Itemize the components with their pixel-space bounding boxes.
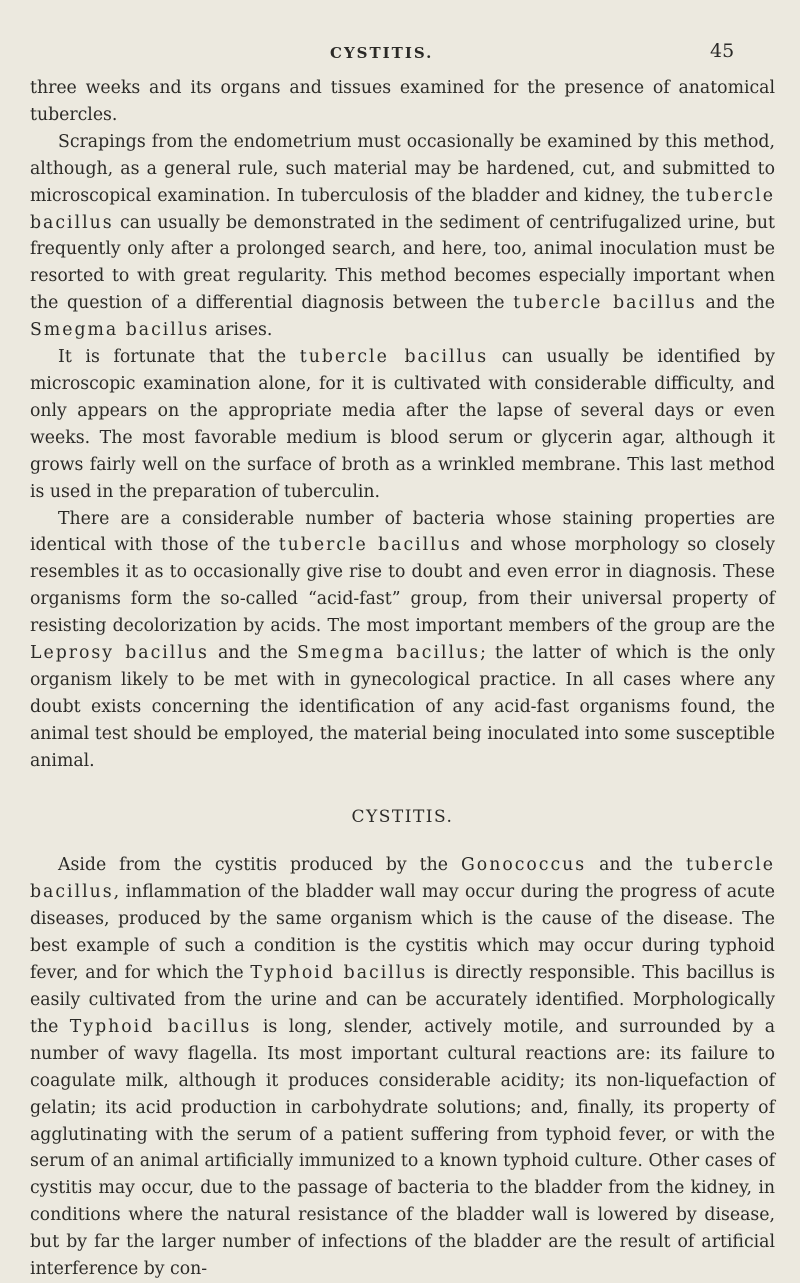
text-run: and whose morphology so closely resembles it as to occasionally give rise to doubt and even error in diagnosis. These organisms form the so-called “acid-fast” group, from their universal property of resisting decolorization by acids. The most important members of the group are the bbox=[30, 535, 775, 637]
body-text bbox=[30, 75, 775, 1283]
paragraphs-top bbox=[30, 75, 775, 775]
text-run: and the bbox=[586, 855, 686, 876]
organism-name: tubercle bacillus bbox=[278, 535, 462, 556]
text-run: Scrapings from the endometrium must occasionally be examined by this method, although, as a general rule, such material may be hardened, cut, and submitted to microscopical examination. In tuberculosis of the bladder and kidney, the bbox=[30, 131, 775, 206]
section-heading: CYSTITIS. bbox=[351, 806, 454, 827]
text-run: Aside from the cystitis produced by the bbox=[58, 855, 461, 876]
organism-name: tubercle bacillus bbox=[30, 185, 775, 233]
organism-name: tubercle bacillus bbox=[513, 293, 697, 314]
running-title: CYSTITIS. bbox=[330, 44, 434, 62]
paragraph-p4 bbox=[30, 506, 775, 775]
organism-name: Smegma bacillus bbox=[30, 320, 210, 341]
organism-name: tubercle bacillus bbox=[30, 855, 775, 903]
organism-name: Typhoid bacillus bbox=[250, 963, 428, 984]
paragraphs-bottom bbox=[30, 852, 775, 1283]
organism-name: Smegma bacillus bbox=[297, 643, 481, 664]
text-run: It is fortunate that the bbox=[58, 347, 300, 368]
text-run: three weeks and its organs and tissues examined for the presence of anatomical tubercles. bbox=[30, 78, 775, 125]
organism-name: Leprosy bacillus bbox=[30, 643, 209, 664]
paragraph-p3 bbox=[30, 344, 775, 505]
organism-name: Typhoid bacillus bbox=[69, 1016, 252, 1037]
text-run: There are a considerable number of bacteria whose staining properties are identical with those of the bbox=[30, 508, 775, 556]
text-run: can usually be demonstrated in the sediment of centrifugalized urine, but frequently only after a prolonged search, and here, too, animal inoculation must be resorted to with great regularity. This method becomes especially important when the question of a differential diagnosis between the bbox=[30, 212, 775, 314]
paragraph-p2 bbox=[30, 129, 775, 344]
text-run: is directly responsible. This bacillus is easily cultivated from the urine and can be accurately identified. Morphologically the bbox=[30, 963, 776, 1037]
text-run: ; the latter of which is the only organism likely to be met with in gynecological practice. In all cases where any doubt exists concerning the identification of any acid-fast organisms found, the animal test should be employed, the material being inoculated into some susceptible animal. bbox=[30, 643, 775, 771]
text-run: and the bbox=[208, 643, 298, 664]
page-number: 45 bbox=[710, 40, 735, 62]
text-run: and the bbox=[696, 293, 775, 314]
text-run: can usually be identified by microscopic examination alone, for it is cultivated with considerable difficulty, and only appears on the appropriate media after the lapse of several days or even weeks. The most favorable medium is blood serum or glycerin agar, although it grows fairly well on the surface of broth as a wrinkled membrane. This last method is used in the preparation of tuberculin. bbox=[30, 347, 775, 502]
text-run: , inflammation of the bladder wall may occur during the progress of acute diseases, produced by the same organism which is the cause of the disease. The best example of such a condition is the cystitis which may occur during typhoid fever, and for which the bbox=[30, 882, 775, 984]
organism-name: Gonococcus bbox=[460, 855, 587, 876]
text-run: is long, slender, actively motile, and surrounded by a number of wavy flagella. Its most important cultural reactions are: its failure to coagulate milk, although it produces considerable acidity; its non-liquefaction of gelatin; its acid production in carbohydrate solutions; and, finally, its property of agglutinating with the serum of a patient suffering from typhoid fever, or with the serum of an animal artificially immunized to a known typhoid culture. Other cases of cystitis may occur, due to the passage of bacteria to the bladder from the kidney, in conditions where the natural resistance of the bladder wall is lowered by disease, but by far the larger number of infections of the bladder are the result of artificial interference by con- bbox=[30, 1016, 776, 1280]
paragraph-p5 bbox=[30, 852, 775, 1283]
organism-name: tubercle bacillus bbox=[299, 347, 489, 368]
text-run: arises. bbox=[209, 320, 273, 341]
paragraph-p1 bbox=[30, 75, 775, 129]
